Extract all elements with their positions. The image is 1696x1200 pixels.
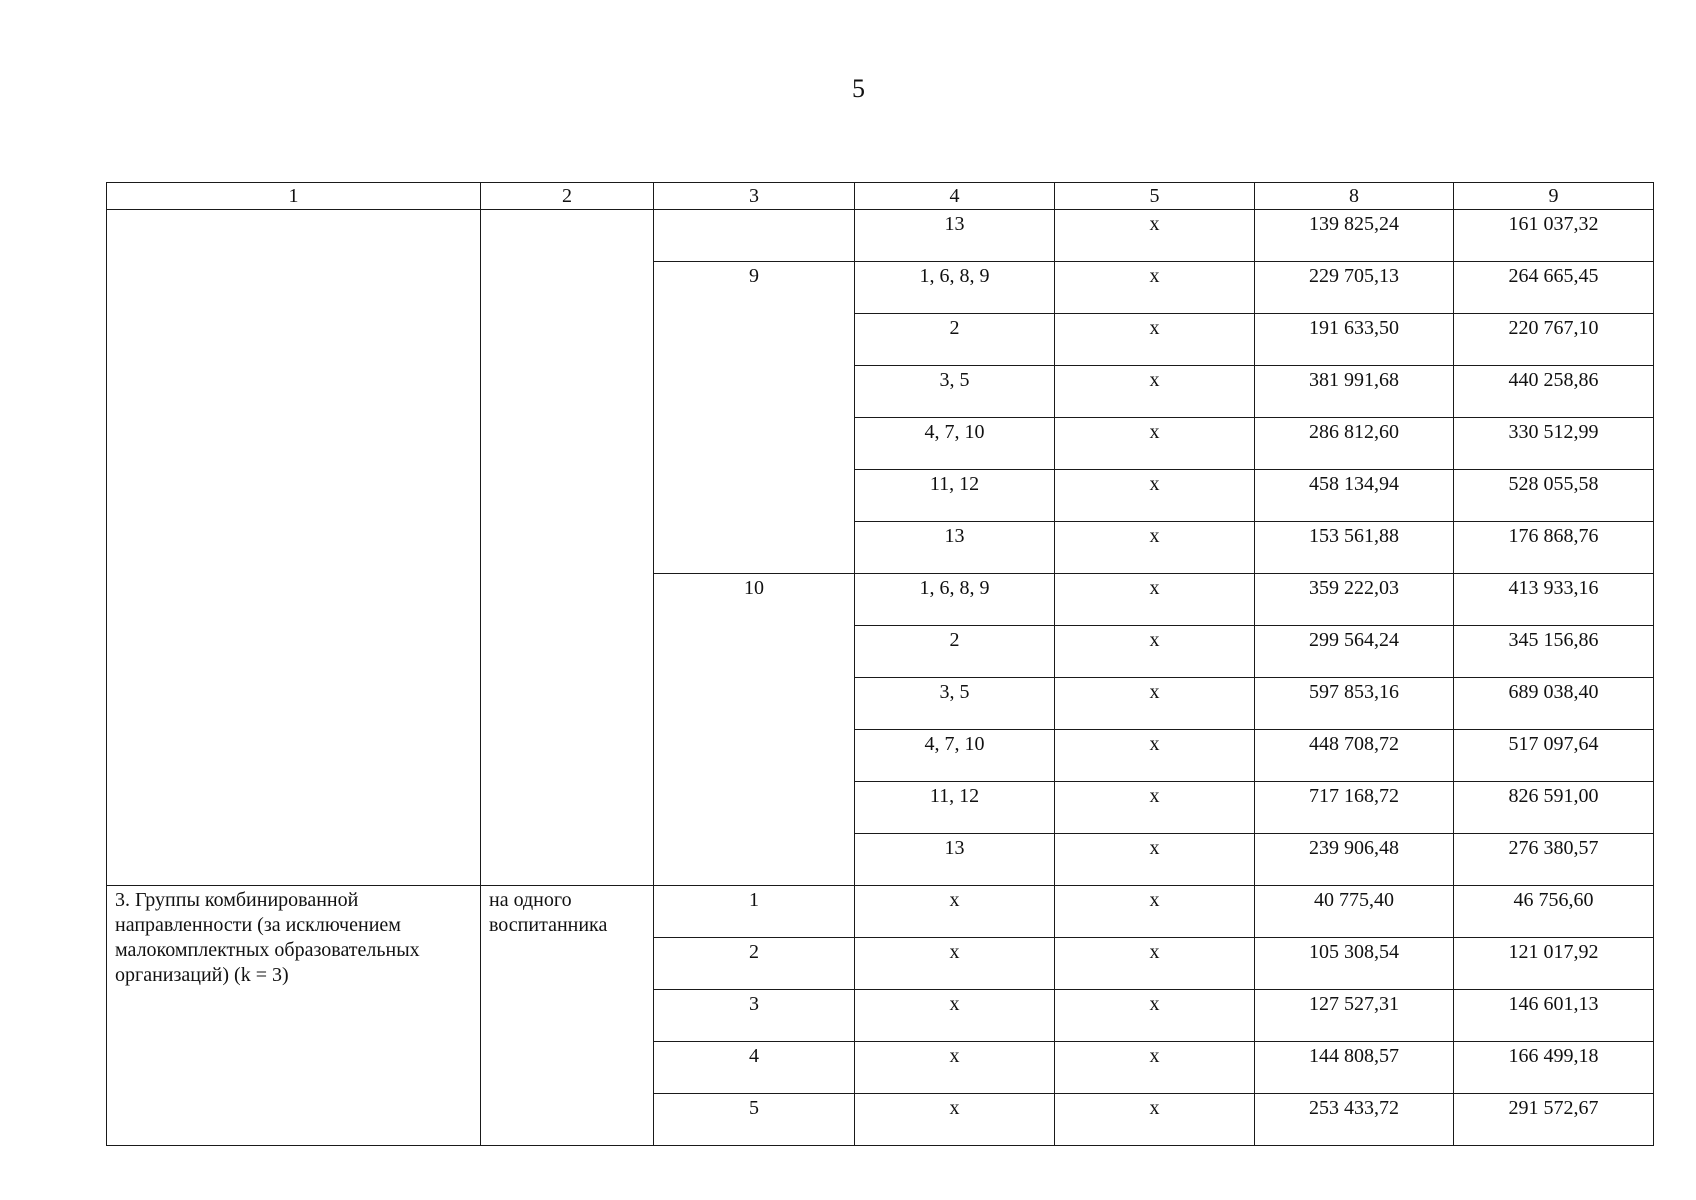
cell-col4: x [855,990,1055,1042]
group-3-unit: на одного воспитанника [481,886,654,1146]
cell-col4: 13 [855,210,1055,262]
cell-col8: 359 222,03 [1255,574,1454,626]
cell-col4: 2 [855,314,1055,366]
cell-col8: 381 991,68 [1255,366,1454,418]
cell-col8: 105 308,54 [1255,938,1454,990]
cell-col4: 4, 7, 10 [855,730,1055,782]
cell-col8: 153 561,88 [1255,522,1454,574]
cell-col9: 330 512,99 [1454,418,1654,470]
cell-col9: 345 156,86 [1454,626,1654,678]
cell-col5: x [1055,1042,1255,1094]
header-col-1: 1 [107,183,481,210]
cell-col3: 4 [654,1042,855,1094]
cell-col5: x [1055,834,1255,886]
cell-col5: x [1055,366,1255,418]
cell-col5: x [1055,418,1255,470]
cell-col5: x [1055,1094,1255,1146]
cell-col5: x [1055,210,1255,262]
cell-col3: 2 [654,938,855,990]
cell-col4: x [855,938,1055,990]
cell-col8: 191 633,50 [1255,314,1454,366]
cell-col8: 139 825,24 [1255,210,1454,262]
cell-col3: 1 [654,886,855,938]
cell-col8: 127 527,31 [1255,990,1454,1042]
cell-col5: x [1055,990,1255,1042]
cell-col3: 3 [654,990,855,1042]
cell-col5: x [1055,938,1255,990]
cell-col4: 11, 12 [855,782,1055,834]
cell-col8: 448 708,72 [1255,730,1454,782]
subgroup-col3-cell: 10 [654,574,855,886]
table-header [107,183,1654,210]
group-prev-col2-cell [481,210,654,886]
cell-col4: 3, 5 [855,678,1055,730]
cell-col9: 166 499,18 [1454,1042,1654,1094]
cell-col9: 528 055,58 [1454,470,1654,522]
cell-col9: 146 601,13 [1454,990,1654,1042]
header-col-8: 8 [1255,183,1454,210]
cell-col9: 826 591,00 [1454,782,1654,834]
page-number: 5 [852,74,865,103]
cell-col9: 413 933,16 [1454,574,1654,626]
cell-col8: 717 168,72 [1255,782,1454,834]
header-col-9: 9 [1454,183,1654,210]
cell-col4: x [855,1094,1055,1146]
group-prev-col1-cell [107,210,481,886]
header-col-3: 3 [654,183,855,210]
subgroup-col3-cell: 9 [654,262,855,574]
cell-col8: 458 134,94 [1255,470,1454,522]
cell-col8: 286 812,60 [1255,418,1454,470]
table-row [107,210,1654,262]
cell-col3: 5 [654,1094,855,1146]
cell-col4: 2 [855,626,1055,678]
header-row [107,183,1654,210]
cell-col9: 46 756,60 [1454,886,1654,938]
cell-col5: x [1055,522,1255,574]
table-row [107,886,1654,938]
tariff-table [106,182,1654,1146]
cell-col4: 13 [855,522,1055,574]
cell-col4: 11, 12 [855,470,1055,522]
cell-col4: 1, 6, 8, 9 [855,574,1055,626]
header-col-5: 5 [1055,183,1255,210]
cell-col9: 517 097,64 [1454,730,1654,782]
cell-col8: 144 808,57 [1255,1042,1454,1094]
header-col-4: 4 [855,183,1055,210]
cell-col9: 276 380,57 [1454,834,1654,886]
cell-col9: 440 258,86 [1454,366,1654,418]
cell-col4: 3, 5 [855,366,1055,418]
cell-col4: x [855,886,1055,938]
group-prev-col3-cell [654,210,855,262]
cell-col9: 291 572,67 [1454,1094,1654,1146]
cell-col4: 1, 6, 8, 9 [855,262,1055,314]
cell-col9: 161 037,32 [1454,210,1654,262]
cell-col5: x [1055,678,1255,730]
group-3-title: 3. Группы комбинированной направленности (за исключением малокомплектных образовательных организаций) (k = 3) [107,886,481,1146]
cell-col5: x [1055,886,1255,938]
cell-col8: 299 564,24 [1255,626,1454,678]
cell-col9: 176 868,76 [1454,522,1654,574]
cell-col5: x [1055,574,1255,626]
cell-col8: 597 853,16 [1255,678,1454,730]
cell-col8: 40 775,40 [1255,886,1454,938]
cell-col4: 13 [855,834,1055,886]
cell-col5: x [1055,782,1255,834]
cell-col5: x [1055,470,1255,522]
cell-col9: 264 665,45 [1454,262,1654,314]
cell-col5: x [1055,730,1255,782]
table-body [107,210,1654,1146]
cell-col5: x [1055,262,1255,314]
cell-col9: 689 038,40 [1454,678,1654,730]
cell-col5: x [1055,626,1255,678]
cell-col8: 229 705,13 [1255,262,1454,314]
header-col-2: 2 [481,183,654,210]
cell-col4: x [855,1042,1055,1094]
cell-col9: 220 767,10 [1454,314,1654,366]
cell-col5: x [1055,314,1255,366]
cell-col9: 121 017,92 [1454,938,1654,990]
cell-col8: 253 433,72 [1255,1094,1454,1146]
cell-col4: 4, 7, 10 [855,418,1055,470]
cell-col8: 239 906,48 [1255,834,1454,886]
